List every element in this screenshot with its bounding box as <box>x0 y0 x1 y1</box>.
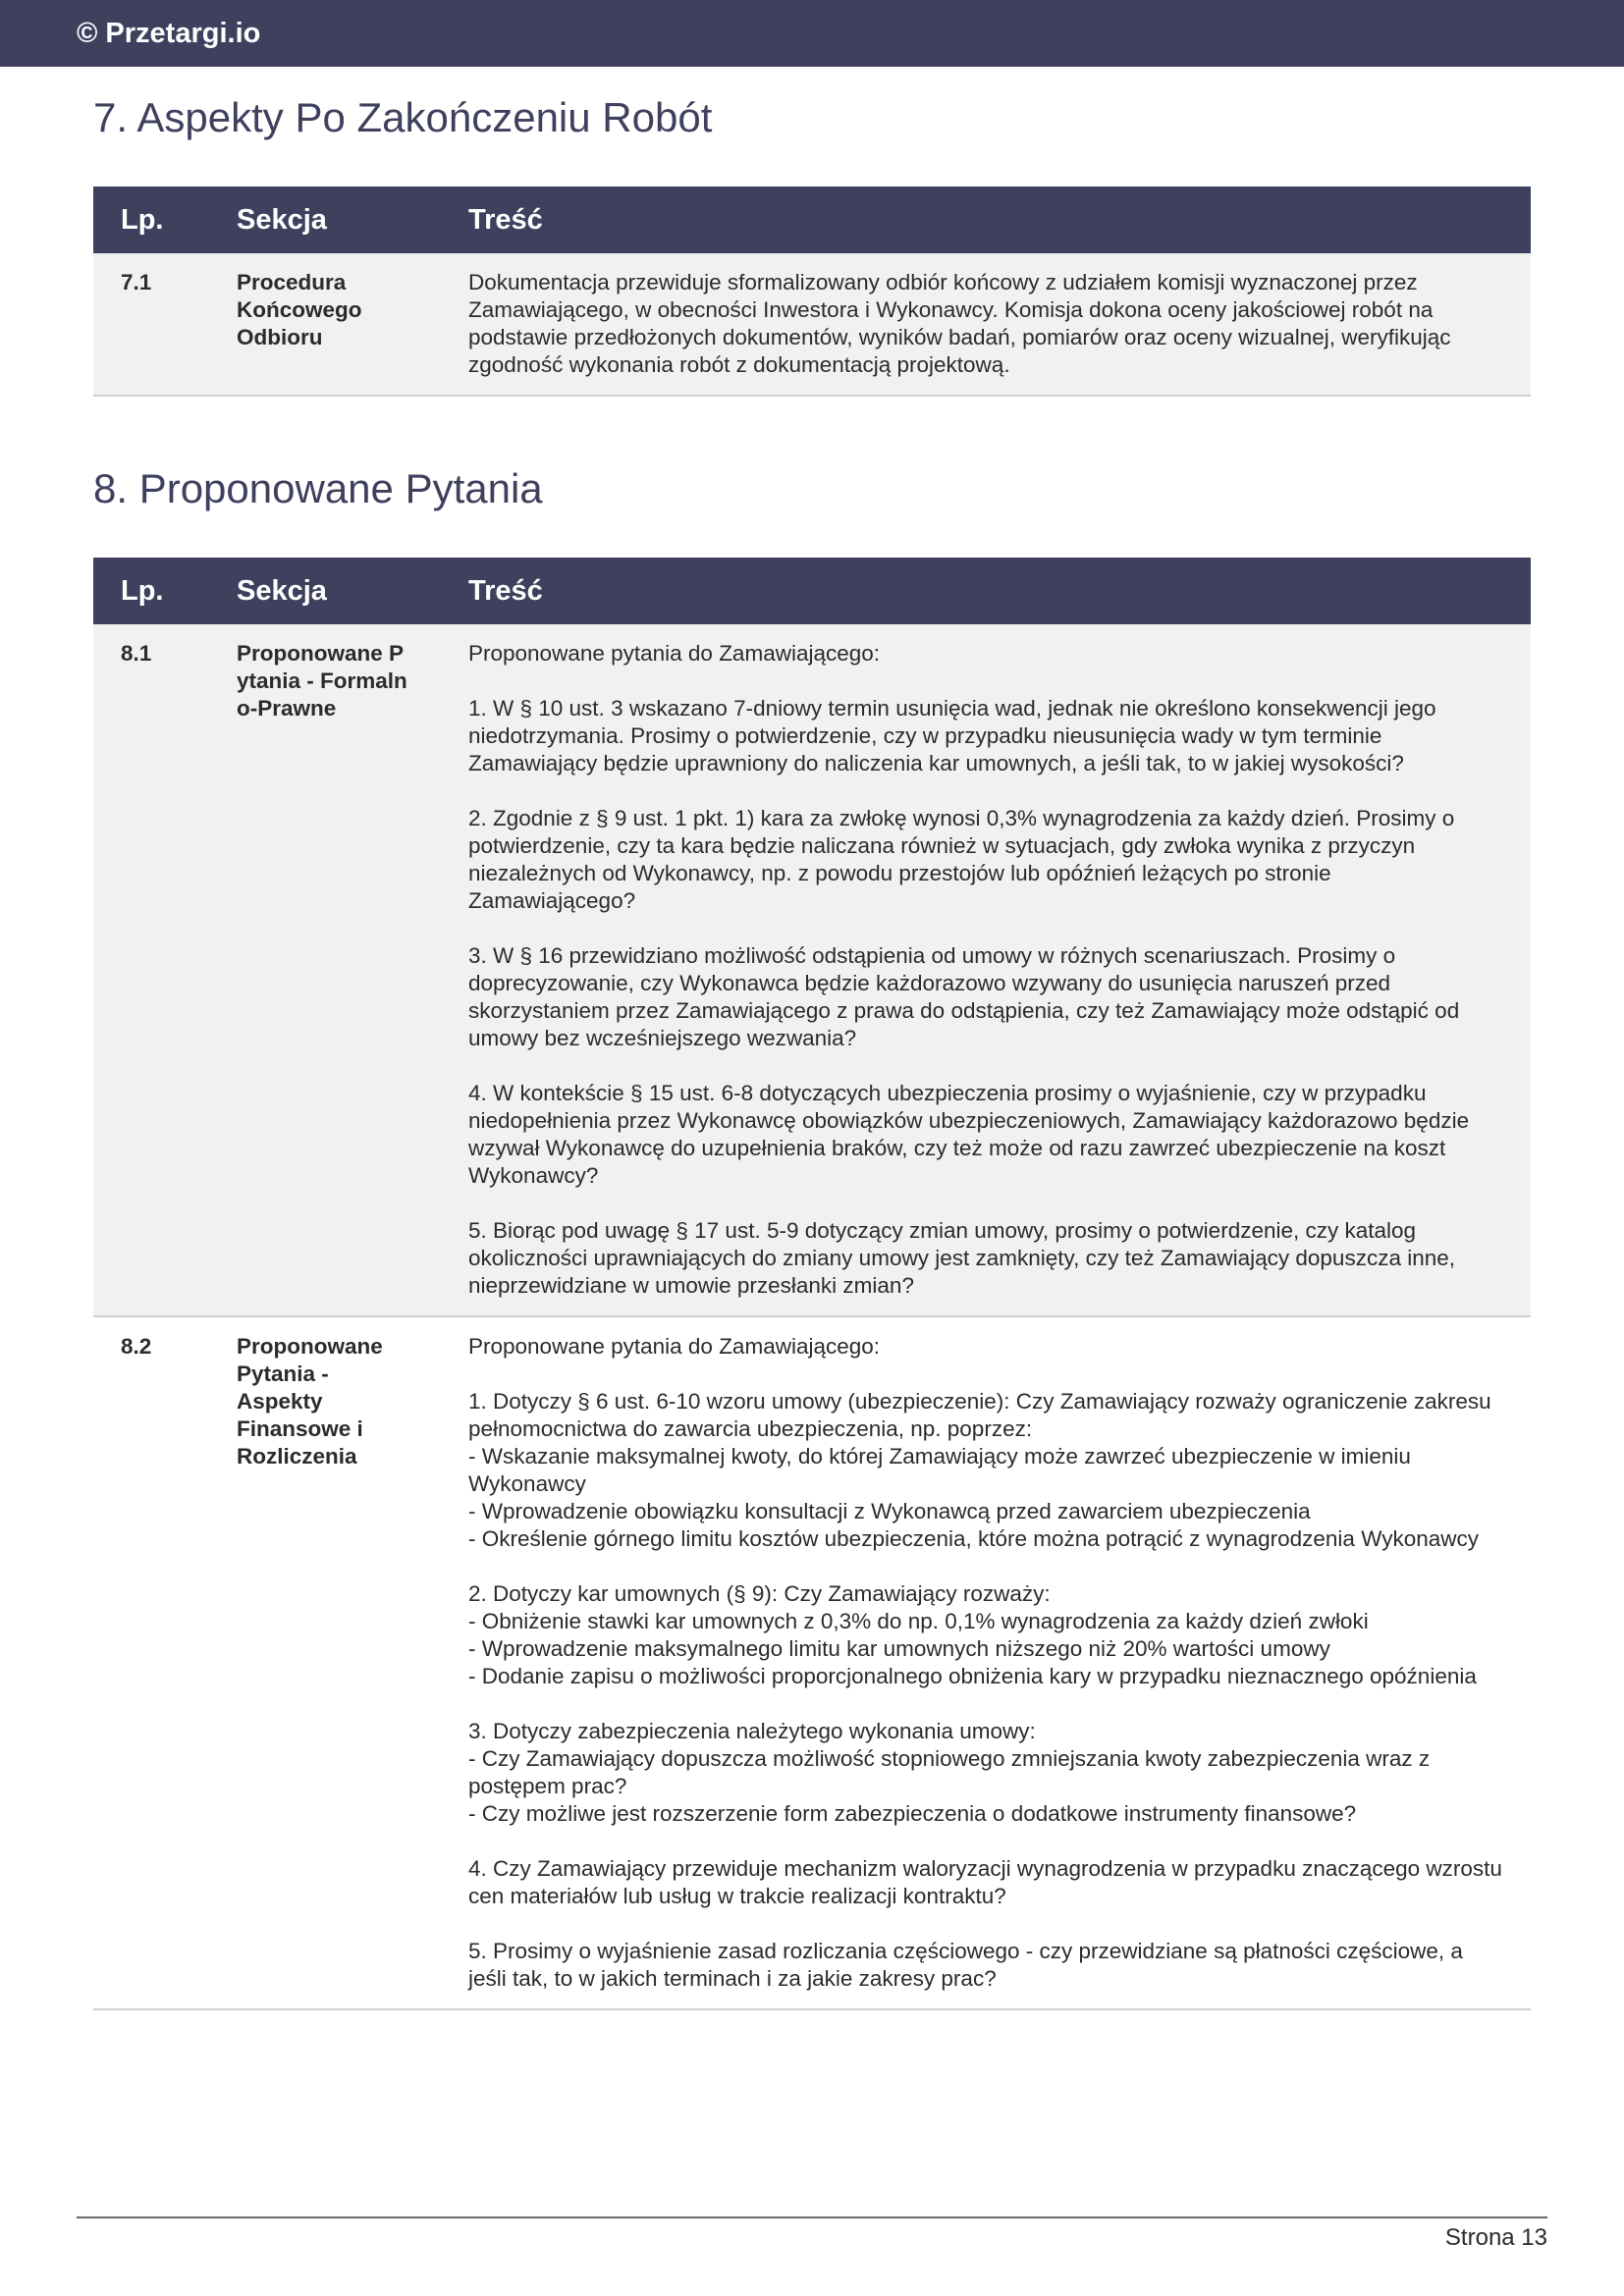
table-row <box>93 624 1531 1316</box>
row-section: Proponowane Pytania - Aspekty Finansowe i Rozliczenia <box>209 1316 441 2009</box>
brand-logo-text: © Przetargi.io <box>77 18 261 49</box>
table-row <box>93 253 1531 396</box>
column-header-content: Treść <box>441 558 1531 624</box>
column-header-content: Treść <box>441 187 1531 253</box>
row-section: Procedura Końcowego Odbioru <box>209 253 441 396</box>
page-number: Strona 13 <box>1444 2224 1547 2251</box>
row-section: Proponowane Pytania - Formalno-Prawne <box>209 624 441 1316</box>
table-header-row <box>93 558 1531 624</box>
row-content: Dokumentacja przewiduje sformalizowany odbiór końcowy z udziałem komisji wyznaczonej przez Zamawiającego, w obecności Inwestora i Wykonawcy. Komisja dokona oceny jakościowej robót na podstawie przedłożonych dokumentów, wyników badań, pomiarów oraz oceny wizualnej, weryfikując zgodność wykonania robót z dokumentacją projektową. <box>441 253 1531 396</box>
table-row <box>93 1316 1531 2009</box>
column-header-lp: Lp. <box>93 558 209 624</box>
section-8-title: 8. Proponowane Pytania <box>93 465 543 511</box>
section-7-table <box>93 187 1531 397</box>
section-8-table <box>93 558 1531 2010</box>
row-number: 8.2 <box>93 1316 209 2009</box>
column-header-lp: Lp. <box>93 187 209 253</box>
row-number: 8.1 <box>93 624 209 1316</box>
footer-divider <box>77 2216 1547 2218</box>
column-header-section: Sekcja <box>209 187 441 253</box>
section-7-title: 7. Aspekty Po Zakończeniu Robót <box>93 94 713 140</box>
table-header-row <box>93 187 1531 253</box>
row-content: Proponowane pytania do Zamawiającego: 1. W § 10 ust. 3 wskazano 7-dniowy termin usunięcia wad, jednak nie określono konsekwencji jego niedotrzymania. Prosimy o potwierdzenie, czy w przypadku nieusunięcia wady w tym terminie Zamawiający będzie uprawniony do naliczenia kar umownych, a jeśli tak, to w jakiej wysokości? 2. Zgodnie z § 9 ust. 1 pkt. 1) kara za zwłokę wynosi 0,3% wynagrodzenia za każdy dzień. Prosimy o potwierdzenie, czy ta kara będzie naliczana również w sytuacjach, gdy zwłoka wynika z przyczyn niezależnych od Wykonawcy, np. z powodu przestojów lub opóźnień leżących po stronie Zamawiającego? 3. W § 16 przewidziano możliwość odstąpienia od umowy w różnych scenariuszach. Prosimy o doprecyzowanie, czy Wykonawca będzie każdorazowo wzywany do usunięcia naruszeń przed skorzystaniem przez Zamawiającego z prawa do odstąpienia, czy też Zamawiający może odstąpić od umowy bez wcześniejszego wezwania? 4. W kontekście § 15 ust. 6-8 dotyczących ubezpieczenia prosimy o wyjaśnienie, czy w przypadku niedopełnienia przez Wykonawcę obowiązków ubezpieczeniowych, Zamawiający każdorazowo będzie wzywał Wykonawcę do uzupełnienia braków, czy też może od razu zawrzeć ubezpieczenie na koszt Wykonawcy? 5. Biorąc pod uwagę § 17 ust. 5-9 dotyczący zmian umowy, prosimy o potwierdzenie, czy katalog okoliczności uprawniających do zmiany umowy jest zamknięty, czy też Zamawiający dopuszcza inne, nieprzewidziane w umowie przesłanki zmian? <box>441 624 1531 1316</box>
row-content: Proponowane pytania do Zamawiającego: 1. Dotyczy § 6 ust. 6-10 wzoru umowy (ubezpieczenie): Czy Zamawiający rozważy ograniczenie zakresu pełnomocnictwa do zawarcia ubezpieczenia, np. poprzez: - Wskazanie maksymalnej kwoty, do której Zamawiający może zawrzeć ubezpieczenie w imieniu Wykonawcy - Wprowadzenie obowiązku konsultacji z Wykonawcą przed zawarciem ubezpieczenia - Określenie górnego limitu kosztów ubezpieczenia, które można potrącić z wynagrodzenia Wykonawcy 2. Dotyczy kar umownych (§ 9): Czy Zamawiający rozważy: - Obniżenie stawki kar umownych z 0,3% do np. 0,1% wynagrodzenia za każdy dzień zwłoki - Wprowadzenie maksymalnego limitu kar umownych niższego niż 20% wartości umowy - Dodanie zapisu o możliwości proporcjonalnego obniżenia kary w przypadku nieznacznego opóźnienia 3. Dotyczy zabezpieczenia należytego wykonania umowy: - Czy Zamawiający dopuszcza możliwość stopniowego zmniejszania kwoty zabezpieczenia wraz z postępem prac? - Czy możliwe jest rozszerzenie form zabezpieczenia o dodatkowe instrumenty finansowe? 4. Czy Zamawiający przewiduje mechanizm waloryzacji wynagrodzenia w przypadku znaczącego wzrostu cen materiałów lub usług w trakcie realizacji kontraktu? 5. Prosimy o wyjaśnienie zasad rozliczania częściowego - czy przewidziane są płatności częściowe, a jeśli tak, to w jakich terminach i za jakie zakresy prac? <box>441 1316 1531 2009</box>
row-number: 7.1 <box>93 253 209 396</box>
top-bar <box>0 0 1624 67</box>
column-header-section: Sekcja <box>209 558 441 624</box>
